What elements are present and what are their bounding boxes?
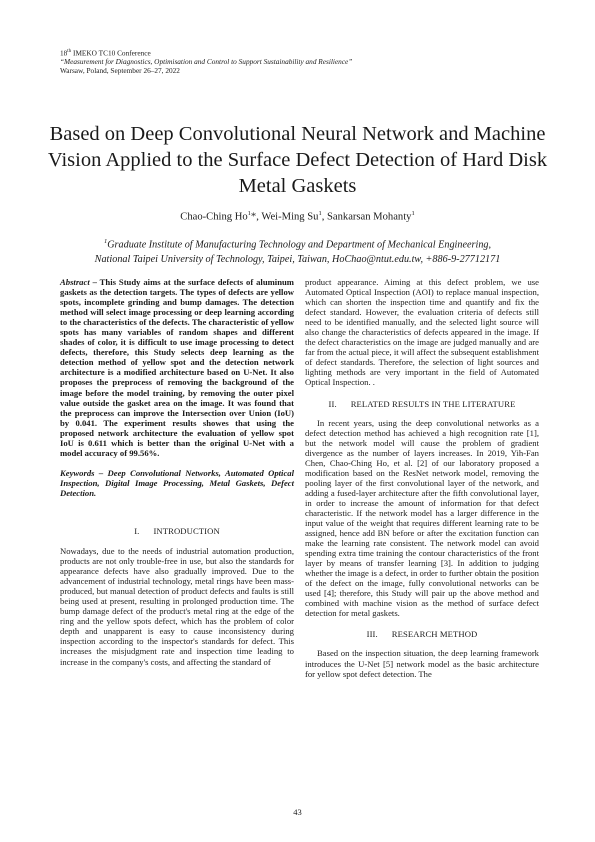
affiliation-mark: 1 <box>103 238 108 245</box>
research-method-paragraph: Based on the inspection situation, the deep learning framework introduces the U-Net [5] network model as the basic architecture for yellow spot defect detection. The <box>305 648 539 679</box>
abstract-text: – This Study aims at the surface defects of aluminum gaskets as the detection targets. The types of defects are yellow spots, incomplete grinding and bump damages. The detection method will select image processing or deep learning according to the characteristics of the defects. The characteristic of yellow spots has many variables of random shapes and different shades of color, it is difficult to use image processing to detect defects, therefore, this Study selects deep learning as the detection method of yellow spot and the detection network architecture is a modified architecture based on U-Net. It also proposes the preprocess of removing the background of the image before the model training, by removing the outer pixel value outside the gasket area on the image. It was found that the preprocess can improve the Intersection over Union (IoU) by 0.041. The experiment results showes that using the proposed network architecture the evaluation of yellow spot IoU is 0.611 which is better than the original U-Net with a model accuracy of 99.56%. <box>60 277 294 458</box>
author-name: , Sankarsan Mohanty <box>321 211 412 223</box>
introduction-continued-paragraph: product appearance. Aiming at this defect problem, we use Automated Optical Inspection (AOI) to replace manual inspection, which can shorten the inspection time and quantify and fix the defect standard. However, the evaluation criteria of defects still need to be identified manually, and the selected light source will also change the characteristics of defects appeared in the image. If the defect characteristics on the image are judged manually and are far from the actual piece, it will affect the subsequent establishment of defect standards. Therefore, the selection of light sources and lighting methods are very important in the field of Automated Optical Inspection. . <box>305 277 539 388</box>
keywords: Keywords – Deep Convolutional Networks, Automated Optical Inspection, Digital Image Processing, Metal Gaskets, Defect Detection. <box>60 467 294 498</box>
section-title: INTRODUCTION <box>153 525 220 536</box>
abstract <box>60 277 294 458</box>
section-number: II. <box>328 398 337 409</box>
series-number: 18 <box>60 48 68 58</box>
section-number: I. <box>134 525 140 536</box>
paper-title: Based on Deep Convolutional Neural Network and Machine Vision Applied to the Surface Defect Detection of Hard Disk Metal Gaskets <box>47 123 548 197</box>
affiliation-line: National Taipei University of Technology, Taipei, Taiwan, HoChao@ntut.edu.tw, +886-9-27712171 <box>94 254 501 266</box>
abstract-label: Abstract <box>60 277 90 287</box>
author-list <box>40 207 555 224</box>
affiliation-line <box>40 234 555 252</box>
conference-location-date: Warsaw, Poland, September 26–27, 2022 <box>60 66 180 76</box>
section-heading-research-method <box>305 629 539 639</box>
page-number: 43 <box>293 807 302 817</box>
author-affil-mark: 1 <box>247 210 251 217</box>
corresponding-mark: * <box>250 211 257 223</box>
left-column <box>60 277 294 667</box>
author-affil-mark: 1 <box>318 210 322 217</box>
author-name: Chao-Ching Ho <box>180 211 248 223</box>
related-results-paragraph: In recent years, using the deep convolutional networks as a defect detection method has achieved a high recognition rate [1], but the network model will cause the problem of gradient divergence as the number of layers increases. In 2019, Yih-Fan Chen, Chao-Ching Ho, et al. [2] of our laboratory proposed a modification based on the ResNet network model, removing the pooling layer of the first convolutional layer of the network, and adding a fused-layer architecture after the fifth convolutional layer, in order to increase the amount of information for that defect characteristic. If the network model has a larger difference in the input value of the weight that requires different learning rate to be assigned, hence add BN before or after the excitation function can make the learning rate consistent. The network model can avoid spending extra time training the contour characteristics of the front layer by means of transfer learning [3]. In addition to judging whether the image is a defect, in order to further obtain the position of the defect on the image, fully convolutional networks can be used [4]; therefore, this Study will pair up the above method and combined with machine vision as the method of surface defect detection for metal gaskets. <box>305 417 539 619</box>
section-heading-related-results <box>305 399 539 409</box>
conference-series <box>60 47 540 57</box>
author-name: , Wei-Ming Su <box>256 211 319 223</box>
section-title: RESEARCH METHOD <box>391 629 478 640</box>
section-number: III. <box>366 629 378 640</box>
affiliation-text: Graduate Institute of Manufacturing Technology and Department of Mechanical Engineering, <box>107 239 492 251</box>
series-name: IMEKO TC10 Conference <box>71 48 151 58</box>
conference-header <box>60 47 540 75</box>
right-column <box>305 277 539 679</box>
section-title: RELATED RESULTS IN THE LITERATURE <box>350 398 516 409</box>
introduction-paragraph: Nowadays, due to the needs of industrial automation production, products are not only trouble-free in use, but also the standards for appearance defects have also gradually improved. Due to the advancement of industrial technology, metal rings have been mass-produced, but manual detection of product defects and faults is still being used at present, resulting in prolonged production time. The bump damage defect of the product's metal ring at the edge of the ring and the yellow spots defect, which has the problem of color depth and unapparent is easy to cause inconsistency during inspection according to the inspector's standards for defect. This increases the misjudgment rate and inspection time leading to increase in the company's costs, and affecting the standard of <box>60 545 294 667</box>
conference-theme: “Measurement for Diagnostics, Optimisation and Control to Support Sustainability and Resilience” <box>60 57 353 67</box>
series-suffix: th <box>67 49 72 54</box>
affiliation <box>40 234 555 267</box>
section-heading-introduction <box>60 526 294 536</box>
author-affil-mark: 1 <box>411 210 415 217</box>
